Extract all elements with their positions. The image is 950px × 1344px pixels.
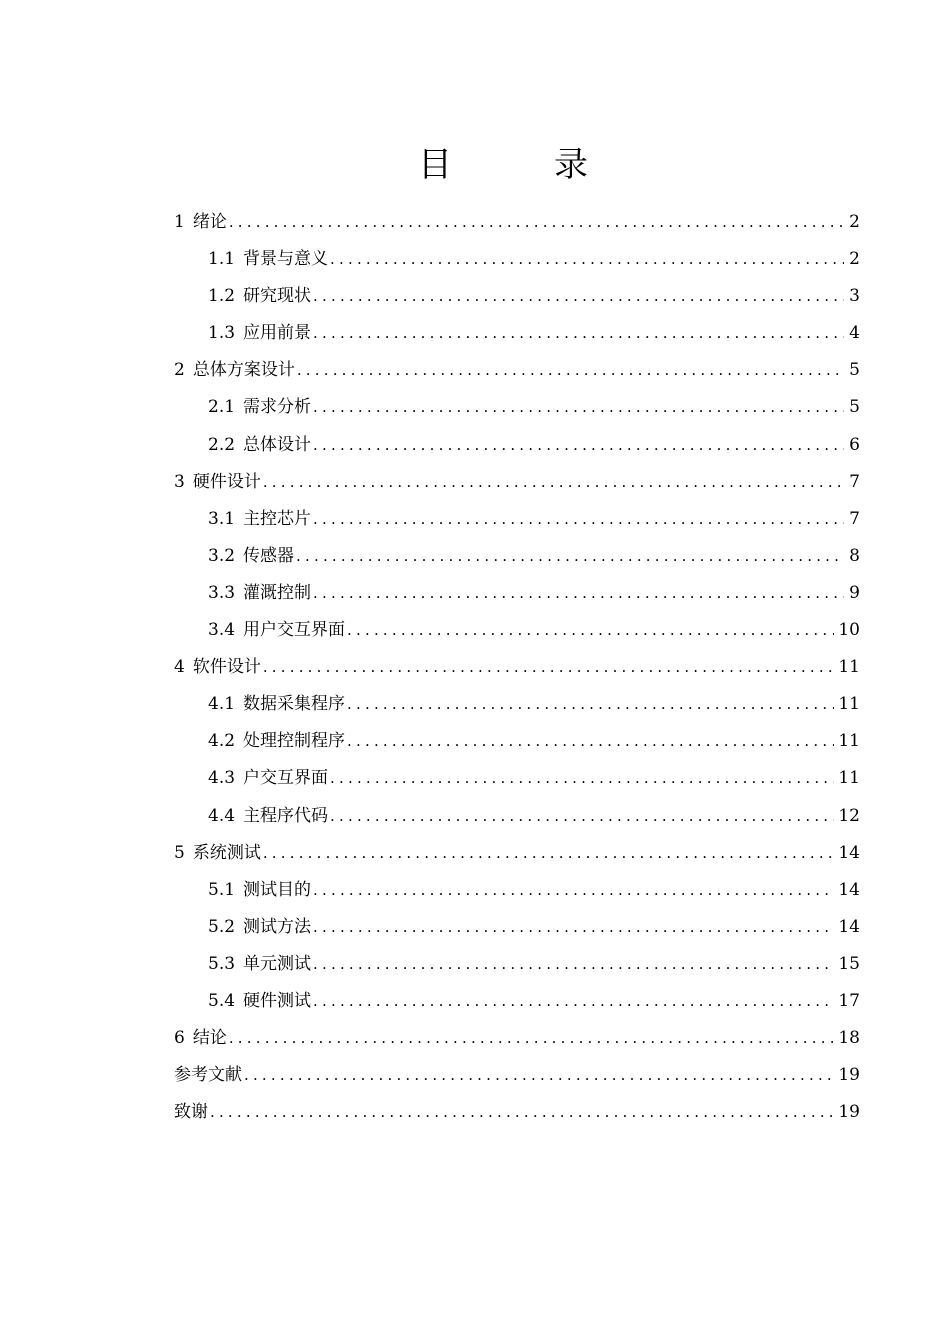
toc-dot-leader [229, 1020, 835, 1057]
toc-entry[interactable] [174, 241, 860, 278]
toc-entry[interactable] [174, 1057, 860, 1094]
toc-entry-title: 灌溉控制 [243, 582, 312, 603]
toc-entry-title: 结论 [192, 1028, 227, 1049]
toc-entry-number: 2.2 [208, 434, 236, 455]
toc-entry-page-number: 19 [838, 1065, 860, 1086]
toc-entry[interactable] [174, 1020, 860, 1057]
toc-entry-title: 硬件测试 [243, 990, 312, 1011]
toc-dot-leader [263, 649, 835, 686]
toc-entry[interactable] [174, 760, 860, 797]
toc-entry-page-number: 5 [849, 360, 860, 381]
toc-dot-leader [313, 427, 844, 464]
toc-entry[interactable] [174, 352, 860, 389]
toc-entry-title: 致谢 [174, 1102, 208, 1123]
toc-dot-leader [330, 760, 834, 797]
toc-entry-title: 总体方案设计 [192, 360, 295, 381]
toc-dot-leader [244, 1057, 834, 1094]
table-of-contents [174, 204, 860, 1131]
toc-entry-number: 3 [174, 471, 185, 492]
page-title: 目 录 [418, 145, 622, 185]
toc-entry[interactable] [174, 575, 860, 612]
toc-dot-leader [229, 204, 844, 241]
toc-entry-title: 用户交互界面 [243, 620, 346, 641]
toc-dot-leader [313, 501, 844, 538]
toc-entry[interactable] [174, 872, 860, 909]
toc-entry-number: 3.1 [208, 508, 236, 529]
toc-entry-title: 需求分析 [243, 397, 312, 418]
toc-entry-number: 5.4 [208, 990, 236, 1011]
toc-entry[interactable] [174, 464, 860, 501]
toc-entry-page-number: 18 [838, 1028, 860, 1049]
toc-entry[interactable] [174, 946, 860, 983]
toc-entry[interactable] [174, 909, 860, 946]
toc-entry[interactable] [174, 204, 860, 241]
toc-dot-leader [347, 723, 834, 760]
toc-entry-number: 1.3 [208, 323, 236, 344]
toc-entry[interactable] [174, 1094, 860, 1131]
toc-entry-page-number: 10 [838, 620, 860, 641]
toc-entry-title: 应用前景 [243, 323, 312, 344]
toc-entry-page-number: 11 [838, 731, 860, 752]
toc-entry-number: 3.2 [208, 545, 236, 566]
toc-entry-number: 5.3 [208, 953, 236, 974]
toc-entry-page-number: 12 [838, 805, 860, 826]
toc-dot-leader [313, 872, 834, 909]
toc-entry-number: 4.1 [208, 694, 236, 715]
toc-entry-page-number: 8 [849, 545, 860, 566]
toc-entry-number: 4.2 [208, 731, 236, 752]
toc-entry-page-number: 14 [838, 916, 860, 937]
toc-entry-number: 1.2 [208, 286, 236, 307]
toc-entry[interactable] [174, 389, 860, 426]
toc-dot-leader [313, 389, 844, 426]
toc-entry-number: 2 [174, 360, 185, 381]
toc-entry-page-number: 2 [849, 212, 860, 232]
toc-entry-page-number: 15 [838, 953, 860, 974]
toc-entry[interactable] [174, 723, 860, 760]
toc-entry-page-number: 5 [849, 397, 860, 418]
toc-entry[interactable] [174, 315, 860, 352]
toc-dot-leader [313, 909, 834, 946]
toc-entry[interactable] [174, 278, 860, 315]
toc-dot-leader [263, 835, 835, 872]
toc-entry-title: 总体设计 [243, 434, 312, 455]
toc-dot-leader [313, 575, 844, 612]
toc-entry-number: 2.1 [208, 397, 236, 418]
toc-entry-page-number: 7 [849, 508, 860, 529]
toc-entry-number: 4.4 [208, 805, 236, 826]
toc-entry-number: 4.3 [208, 768, 236, 789]
toc-dot-leader [330, 241, 844, 278]
toc-entry-number: 5 [174, 842, 185, 863]
toc-entry-page-number: 4 [849, 323, 860, 344]
toc-entry[interactable] [174, 612, 860, 649]
toc-dot-leader [330, 798, 834, 835]
toc-entry-number: 4 [174, 657, 185, 678]
toc-entry-number: 3.4 [208, 620, 236, 641]
toc-entry-page-number: 14 [838, 842, 860, 863]
toc-entry-title: 研究现状 [243, 286, 312, 307]
toc-dot-leader [297, 352, 844, 389]
toc-dot-leader [313, 983, 834, 1020]
toc-entry[interactable] [174, 427, 860, 464]
toc-dot-leader [347, 612, 834, 649]
toc-dot-leader [313, 278, 844, 315]
toc-entry-page-number: 11 [838, 657, 860, 678]
toc-entry[interactable] [174, 538, 860, 575]
toc-entry-page-number: 11 [838, 694, 860, 715]
toc-entry-number: 5.1 [208, 879, 236, 900]
toc-entry-page-number: 17 [838, 990, 860, 1011]
toc-entry-title: 参考文献 [174, 1065, 242, 1086]
toc-entry-page-number: 3 [849, 286, 860, 307]
toc-entry-title: 背景与意义 [243, 249, 329, 270]
toc-entry-number: 1 [174, 212, 185, 232]
toc-entry-title: 单元测试 [243, 953, 312, 974]
toc-entry-title: 处理控制程序 [243, 731, 346, 752]
toc-dot-leader [313, 946, 834, 983]
toc-dot-leader [347, 686, 834, 723]
toc-entry-title: 传感器 [243, 545, 295, 566]
toc-entry-page-number: 11 [838, 768, 860, 789]
toc-entry-title: 户交互界面 [243, 768, 329, 789]
toc-dot-leader [210, 1094, 834, 1131]
toc-entry[interactable] [174, 983, 860, 1020]
toc-entry[interactable] [174, 835, 860, 872]
toc-entry-page-number: 19 [838, 1102, 860, 1123]
toc-entry-page-number: 7 [849, 471, 860, 492]
toc-dot-leader [313, 315, 844, 352]
toc-entry-title: 主控芯片 [243, 508, 312, 529]
toc-entry[interactable] [174, 798, 860, 835]
toc-entry[interactable] [174, 649, 860, 686]
toc-dot-leader [263, 464, 844, 501]
toc-entry-title: 数据采集程序 [243, 694, 346, 715]
toc-entry-page-number: 2 [849, 249, 860, 270]
toc-entry-number: 5.2 [208, 916, 236, 937]
toc-entry-page-number: 6 [849, 434, 860, 455]
toc-entry-title: 软件设计 [192, 657, 261, 678]
toc-entry[interactable] [174, 686, 860, 723]
toc-entry-number: 6 [174, 1028, 185, 1049]
toc-entry-title: 主程序代码 [243, 805, 329, 826]
toc-entry-number: 1.1 [208, 249, 236, 270]
toc-entry[interactable] [174, 501, 860, 538]
toc-entry-title: 绪论 [192, 212, 227, 232]
toc-entry-page-number: 9 [849, 582, 860, 603]
toc-entry-number: 3.3 [208, 582, 236, 603]
toc-entry-title: 测试方法 [243, 916, 312, 937]
toc-entry-page-number: 14 [838, 879, 860, 900]
toc-entry-title: 硬件设计 [192, 471, 261, 492]
toc-dot-leader [296, 538, 844, 575]
toc-entry-title: 测试目的 [243, 879, 312, 900]
toc-entry-title: 系统测试 [192, 842, 261, 863]
